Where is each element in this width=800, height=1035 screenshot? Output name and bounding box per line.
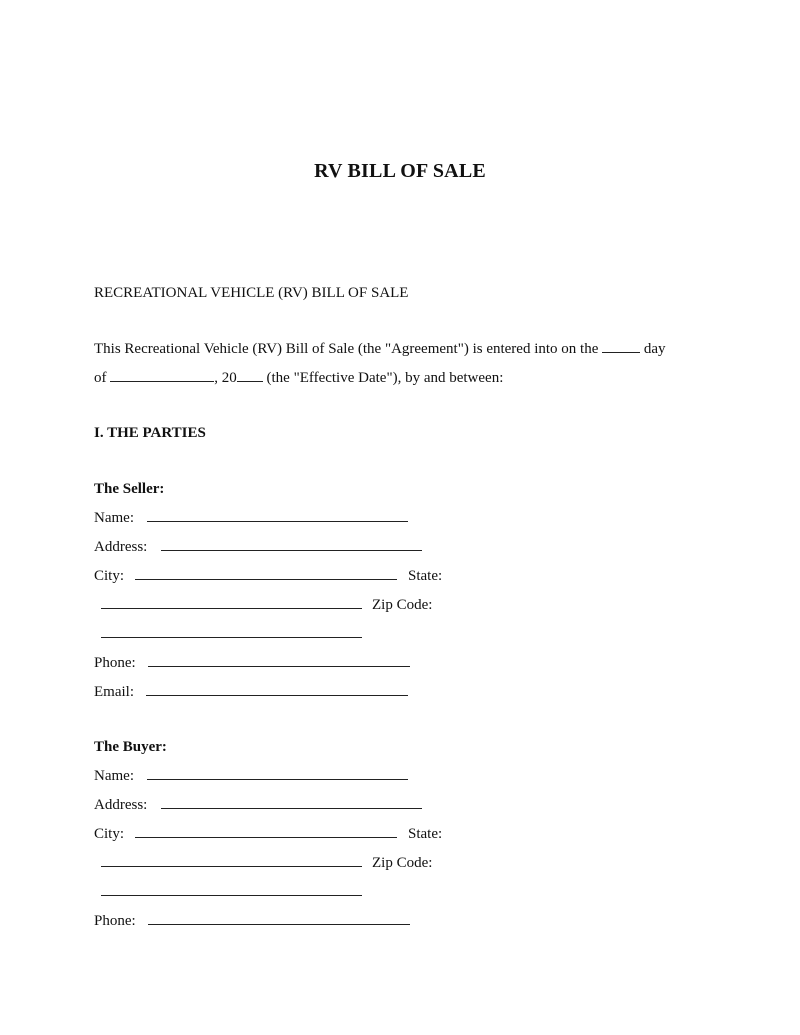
seller-email-field[interactable] xyxy=(146,695,408,696)
seller-phone-label: Phone: xyxy=(94,655,136,671)
day-blank[interactable] xyxy=(602,340,640,353)
buyer-state-field[interactable] xyxy=(101,866,362,867)
seller-state-field[interactable] xyxy=(101,608,362,609)
buyer-city-label: City: xyxy=(94,826,125,842)
buyer-phone-field[interactable] xyxy=(148,924,410,925)
year-blank[interactable] xyxy=(237,369,263,382)
buyer-city-field[interactable] xyxy=(135,837,397,838)
seller-city-field[interactable] xyxy=(135,579,397,580)
seller-heading: The Seller: xyxy=(94,481,165,497)
intro-text-2: day xyxy=(643,341,666,357)
buyer-heading: The Buyer: xyxy=(94,739,167,755)
intro-text-5: (the "Effective Date"), by and between: xyxy=(266,370,504,386)
buyer-zip-field[interactable] xyxy=(101,895,362,896)
document-title: RV BILL OF SALE xyxy=(314,160,486,182)
month-blank[interactable] xyxy=(110,369,214,382)
buyer-address-field[interactable] xyxy=(161,808,422,809)
intro-text-3: of xyxy=(94,370,107,386)
seller-city-label: City: xyxy=(94,568,125,584)
seller-state-label: State: xyxy=(408,568,443,584)
seller-name-label: Name: xyxy=(94,510,134,526)
buyer-state-label: State: xyxy=(408,826,443,842)
document-subtitle: RECREATIONAL VEHICLE (RV) BILL OF SALE xyxy=(94,285,409,301)
seller-address-label: Address: xyxy=(94,539,148,555)
intro-line-2 xyxy=(94,369,503,387)
buyer-address-label: Address: xyxy=(94,797,148,813)
section-heading-parties: I. THE PARTIES xyxy=(94,425,206,441)
intro-line-1 xyxy=(94,340,666,358)
seller-name-field[interactable] xyxy=(147,521,408,522)
intro-text-4: , 20 xyxy=(214,370,237,386)
seller-phone-field[interactable] xyxy=(148,666,410,667)
buyer-name-field[interactable] xyxy=(147,779,408,780)
seller-zip-label: Zip Code: xyxy=(372,597,433,613)
buyer-name-label: Name: xyxy=(94,768,134,784)
buyer-phone-label: Phone: xyxy=(94,913,136,929)
seller-address-field[interactable] xyxy=(161,550,422,551)
intro-text-1: This Recreational Vehicle (RV) Bill of Sale (the "Agreement") is entered into on the xyxy=(94,341,599,357)
seller-email-label: Email: xyxy=(94,684,134,700)
seller-zip-field[interactable] xyxy=(101,637,362,638)
buyer-zip-label: Zip Code: xyxy=(372,855,433,871)
